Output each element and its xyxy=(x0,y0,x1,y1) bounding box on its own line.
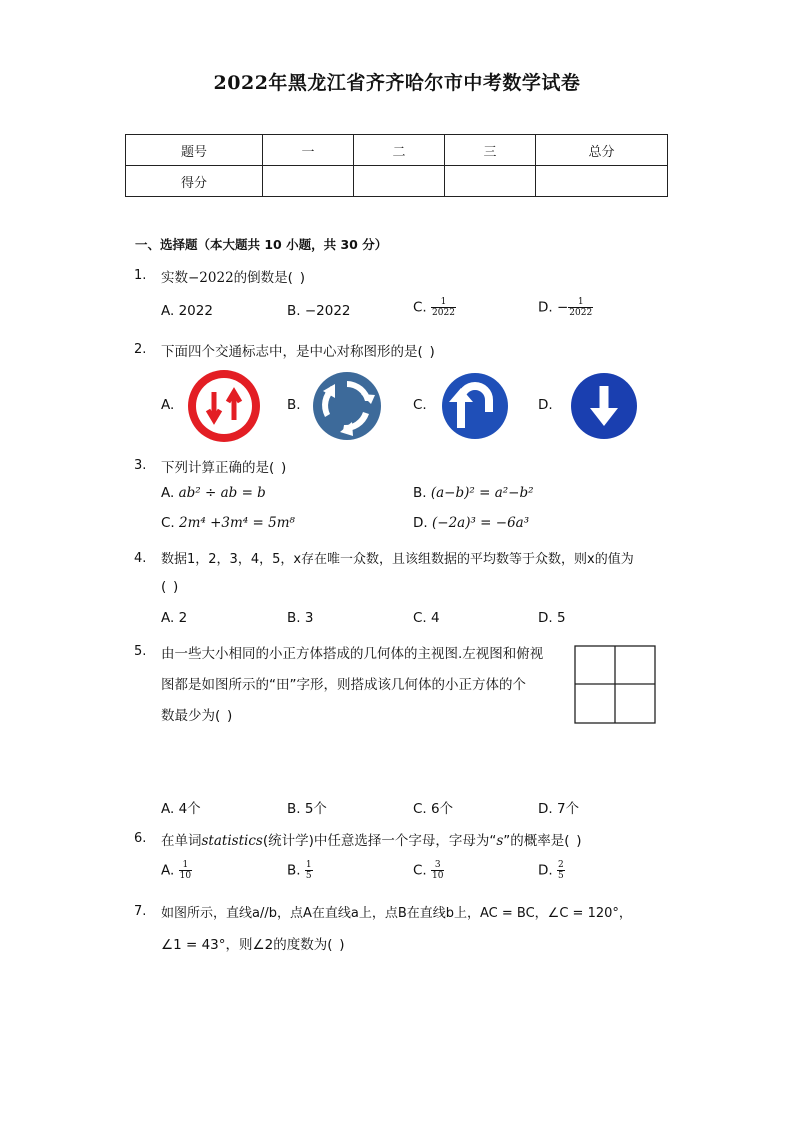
option-d[interactable]: D. xyxy=(538,397,553,413)
question-number: 7. xyxy=(134,904,147,919)
option-a[interactable]: A. xyxy=(161,397,175,413)
stem-text: ”的概率是( ) xyxy=(503,833,582,849)
option-b[interactable]: B. 5个 xyxy=(287,801,327,817)
question-stem: 数最少为( ) xyxy=(161,708,233,724)
question-stem: 由一些大小相同的小正方体搭成的几何体的主视图.左视图和俯视 xyxy=(161,646,544,662)
option-d[interactable]: D. 5 xyxy=(538,610,566,626)
option-label: B. xyxy=(287,862,301,879)
fraction xyxy=(568,297,593,318)
option-a[interactable] xyxy=(161,485,266,501)
option-label: D. − xyxy=(538,299,569,316)
score-table xyxy=(125,134,668,197)
numerator: 1 xyxy=(577,297,584,307)
numerator: 1 xyxy=(440,297,447,307)
stem-text: 在单词 xyxy=(161,833,202,849)
option-label: D. xyxy=(413,515,428,531)
question-stem: 图都是如图所示的“田”字形，则搭成该几何体的小正方体的个 xyxy=(161,677,526,693)
score-cell[interactable] xyxy=(263,166,354,197)
option-label: C. xyxy=(413,299,427,316)
page-title: 2022年黑龙江省齐齐哈尔市中考数学试卷 xyxy=(213,72,581,94)
question-stem xyxy=(161,266,305,286)
option-c[interactable] xyxy=(161,515,295,531)
option-c[interactable]: C. 6个 xyxy=(413,801,454,817)
option-label: B. xyxy=(413,485,427,501)
question-number: 5. xyxy=(134,644,147,659)
stem-text: (统计学)中任意选择一个字母，字母为“ xyxy=(262,833,497,849)
question-stem: 如图所示，直线a//b，点A在直线a上，点B在直线b上，AC = BC，∠C = 120°， xyxy=(161,906,632,921)
numerator: 1 xyxy=(182,860,189,870)
stem-letter: s xyxy=(496,833,504,849)
question-number: 1. xyxy=(134,268,147,283)
numerator: 2 xyxy=(557,860,564,870)
question-stem: ∠1 = 43°，则∠2的度数为( ) xyxy=(161,937,345,953)
option-expr: (−2a)³ = −6a³ xyxy=(431,515,530,531)
option-label: A. xyxy=(161,485,175,501)
question-number: 6. xyxy=(134,831,147,846)
question-number: 2. xyxy=(134,342,147,357)
fraction xyxy=(557,860,565,881)
score-cell[interactable] xyxy=(445,166,536,197)
tian-grid-figure xyxy=(574,645,658,725)
question-number: 4. xyxy=(134,551,147,566)
option-a[interactable]: A. 2022 xyxy=(161,303,213,319)
fraction xyxy=(305,860,313,881)
option-b[interactable]: B. −2022 xyxy=(287,303,351,319)
denominator: 2022 xyxy=(569,308,593,318)
score-cell[interactable] xyxy=(536,166,668,197)
option-a[interactable] xyxy=(161,860,192,881)
fraction xyxy=(431,860,444,881)
question-stem: 数据1，2，3，4，5，x存在唯一众数，且该组数据的平均数等于众数，则x的值为 xyxy=(161,552,634,567)
option-b[interactable] xyxy=(413,485,534,501)
row-label: 得分 xyxy=(126,166,263,197)
option-b[interactable] xyxy=(287,860,313,881)
option-expr: ab² ÷ ab = b xyxy=(178,485,266,501)
option-c[interactable]: C. 4 xyxy=(413,610,440,626)
denominator: 2022 xyxy=(432,308,455,318)
stem-expr: −2022 xyxy=(188,270,234,286)
score-cell[interactable] xyxy=(354,166,445,197)
down-arrow-icon[interactable] xyxy=(566,368,642,444)
denominator: 5 xyxy=(305,871,312,881)
question-stem: 下列计算正确的是( ) xyxy=(161,460,287,476)
option-d[interactable]: D. 7个 xyxy=(538,801,580,817)
option-d[interactable] xyxy=(538,860,565,881)
denominator: 10 xyxy=(432,871,444,881)
score-table-header-row xyxy=(126,135,668,166)
option-a[interactable]: A. 4个 xyxy=(161,801,201,817)
stem-word: statistics xyxy=(201,833,263,849)
option-expr: (a−b)² = a²−b² xyxy=(430,485,534,501)
header-cell: 三 xyxy=(445,135,536,166)
question-stem xyxy=(161,829,582,849)
roundabout-icon[interactable] xyxy=(309,368,385,444)
option-d[interactable] xyxy=(413,515,529,531)
denominator: 5 xyxy=(557,871,564,881)
header-cell: 二 xyxy=(354,135,445,166)
two-way-arrows-icon[interactable] xyxy=(184,368,264,444)
header-cell: 题号 xyxy=(126,135,263,166)
question-number: 3. xyxy=(134,458,147,473)
section-heading: 一、选择题（本大题共 10 小题，共 30 分） xyxy=(135,237,388,252)
option-label: A. xyxy=(161,862,175,879)
question-stem: 下面四个交通标志中，是中心对称图形的是( ) xyxy=(161,344,435,360)
header-cell: 总分 xyxy=(536,135,668,166)
stem-text: 的倒数是( ) xyxy=(233,270,305,286)
option-label: C. xyxy=(413,862,427,879)
numerator: 3 xyxy=(434,860,441,870)
fraction xyxy=(431,297,456,318)
option-c[interactable] xyxy=(413,860,444,881)
stem-text: 实数 xyxy=(161,270,188,286)
u-turn-icon[interactable] xyxy=(437,368,513,444)
denominator: 10 xyxy=(179,871,192,881)
option-a[interactable]: A. 2 xyxy=(161,610,188,626)
option-c[interactable]: C. xyxy=(413,397,427,413)
option-b[interactable]: B. 3 xyxy=(287,610,314,626)
option-b[interactable]: B. xyxy=(287,397,301,413)
option-d[interactable] xyxy=(538,297,593,318)
numerator: 1 xyxy=(305,860,312,870)
header-cell: 一 xyxy=(263,135,354,166)
option-label: D. xyxy=(538,862,553,879)
question-stem: ( ) xyxy=(161,579,179,595)
option-expr: 2m⁴ +3m⁴ = 5m⁸ xyxy=(179,515,295,531)
fraction xyxy=(179,860,192,881)
score-table-row xyxy=(126,166,668,197)
option-c[interactable] xyxy=(413,297,456,318)
option-label: C. xyxy=(161,515,175,531)
